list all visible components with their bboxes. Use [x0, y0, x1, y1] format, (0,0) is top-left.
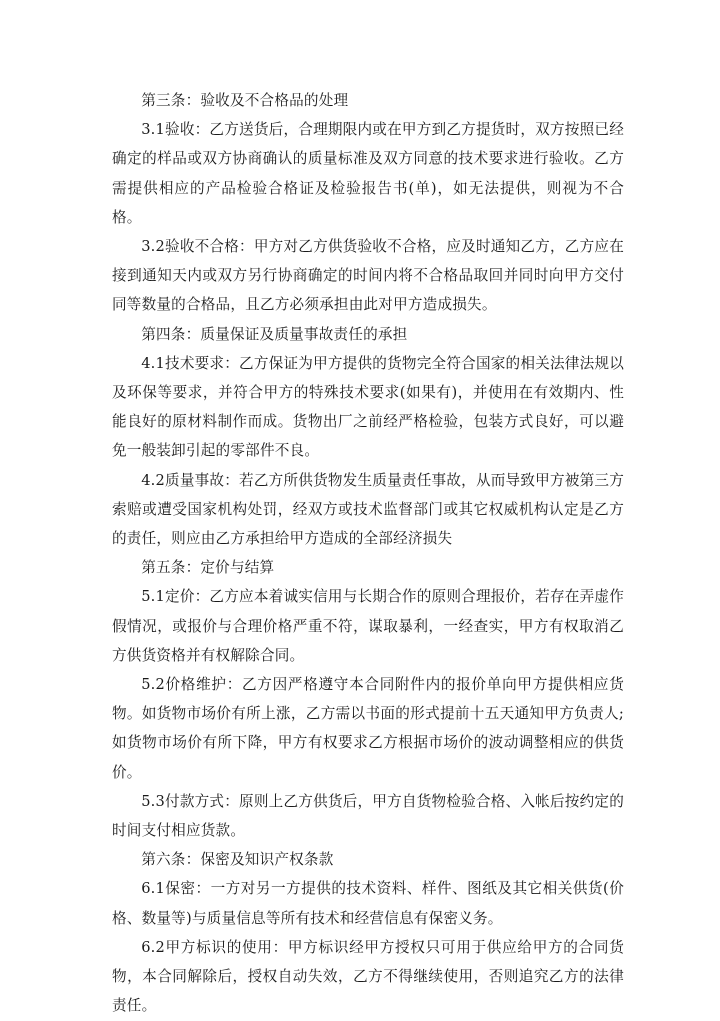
clause-5-3: 5.3付款方式：原则上乙方供货后，甲方自货物检验合格、入帐后按约定的时间支付相应货款。 — [112, 792, 624, 840]
clause-3-2: 3.2验收不合格：甲方对乙方供货验收不合格，应及时通知乙方，乙方应在接到通知天内或双方另行协商确定的时间内将不合格品取回并同时向甲方交付同等数量的合格品，且乙方必须承担由此对甲方造成损失。 — [112, 238, 624, 314]
clause-6-2: 6.2甲方标识的使用：甲方标识经甲方授权只可用于供应给甲方的合同货物，本合同解除后，授权自动失效，乙方不得继续使用，否则追究乙方的法律责任。 — [112, 938, 624, 1015]
clause-3-1: 3.1验收：乙方送货后，合理期限内或在甲方到乙方提货时，双方按照已经确定的样品或双方协商确认的质量标准及双方同意的技术要求进行验收。乙方需提供相应的产品检验合格证及检验报告书(单)，如无法提供，则视为不合格。 — [112, 121, 624, 226]
section-heading-article-3: 第三条：验收及不合格品的处理 — [141, 92, 349, 109]
clause-5-1: 5.1定价：乙方应本着诚实信用与长期合作的原则合理报价，若存在弄虚作假情况，或报价与合理价格严重不符，谋取暴利，一经查实，甲方有权取消乙方供货资格并有权解除合同。 — [112, 588, 624, 664]
clause-6-1: 6.1保密：一方对另一方提供的技术资料、样件、图纸及其它相关供货(价格、数量等)与质量信息等所有技术和经营信息有保密义务。 — [112, 880, 624, 927]
clause-5-2: 5.2价格维护：乙方因严格遵守本合同附件内的报价单向甲方提供相应货物。如货物市场价有所上涨，乙方需以书面的形式提前十五天通知甲方负责人;如货物市场价有所下降，甲方有权要求乙方根据市场价的波动调整相应的供货价。 — [112, 676, 624, 781]
section-heading-article-4: 第四条：质量保证及质量事故责任的承担 — [141, 325, 408, 343]
clause-4-1: 4.1技术要求：乙方保证为甲方提供的货物完全符合国家的相关法律法规以及环保等要求，并符合甲方的特殊技术要求(如果有)，并使用在有效期内、性能良好的原材料制作而成。货物出厂之前经严格检验，包装方式良好，可以避免一般装卸引起的零部件不良。 — [112, 354, 624, 460]
clause-4-2: 4.2质量事故：若乙方所供货物发生质量责任事故，从而导致甲方被第三方索赔或遭受国家机构处罚，经双方或技术监督部门或其它权威机构认定是乙方的责任，则应由乙方承担给甲方造成的全部经济损失 — [112, 471, 624, 548]
section-heading-article-6: 第六条：保密及知识产权条款 — [141, 851, 334, 869]
document-page — [112, 86, 624, 1021]
section-heading-article-5: 第五条：定价与结算 — [141, 559, 275, 577]
